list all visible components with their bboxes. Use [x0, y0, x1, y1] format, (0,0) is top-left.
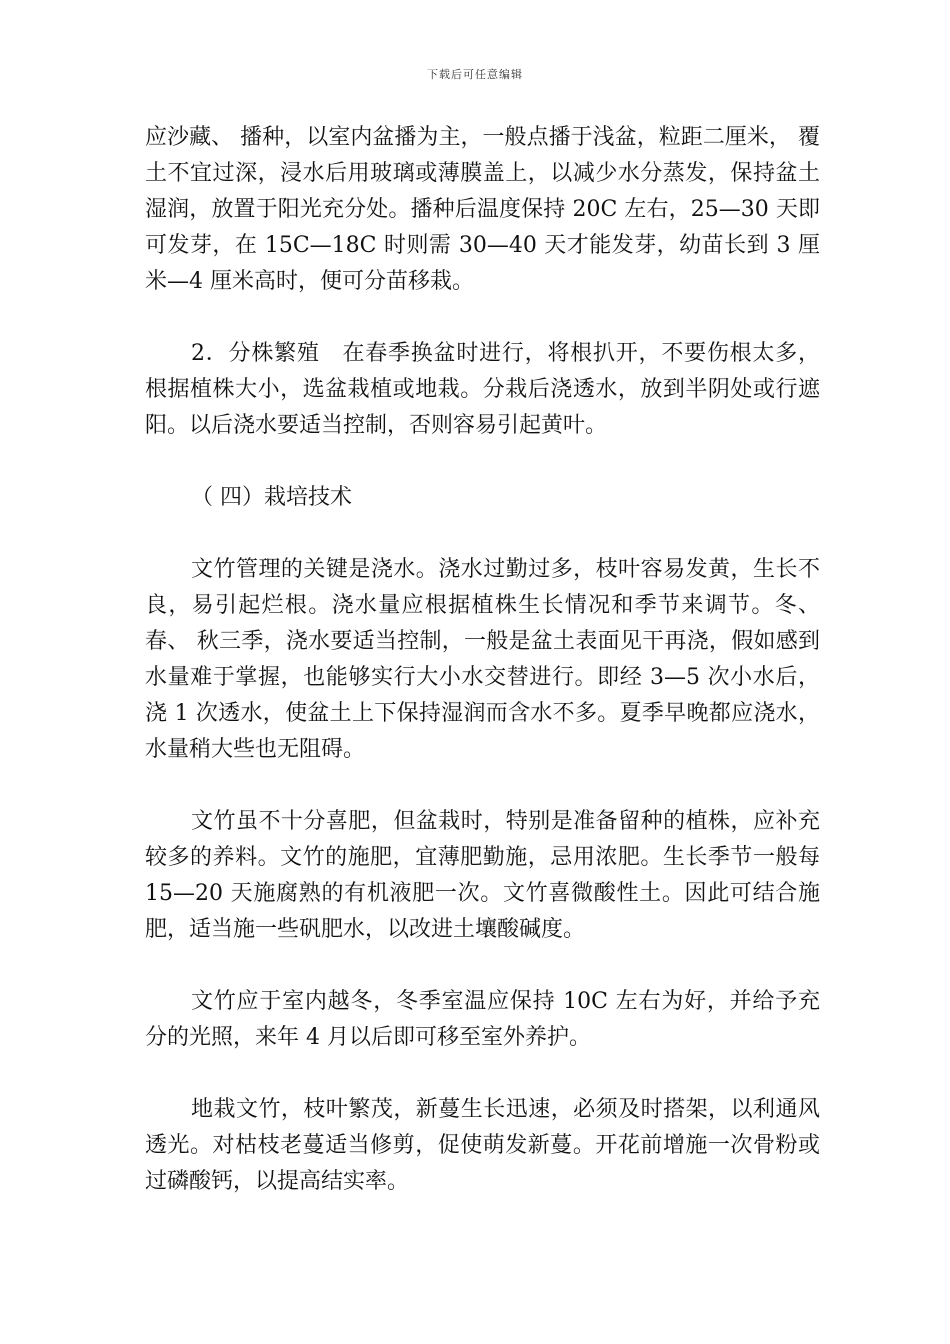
paragraph-overwintering: 文竹应于室内越冬，冬季室温应保持 10C 左右为好，并给予充分的光照，来年 4 月以后即可移至室外养护。 — [145, 989, 820, 1050]
paragraph-ground-planting: 地栽文竹，枝叶繁茂，新蔓生长迅速，必须及时搭架，以利通风透光。对枯枝老蔓适当修剪，促使萌发新蔓。开花前增施一次骨粉或过磷酸钙，以提高结实率。 — [145, 1097, 820, 1194]
section-title-cultivation: （ 四）栽培技术 — [191, 485, 352, 510]
document-body — [145, 120, 820, 1236]
paragraph-watering: 文竹管理的关键是浇水。浇水过勤过多，枝叶容易发黄，生长不良，易引起烂根。浇水量应根据植株生长情况和季节来调节。冬、 春、 秋三季，浇水要适当控制，一般是盆土表面见干再浇，假如感到水量难于掌握，也能够实行大小水交替进行。即经 3—5 次小水后，浇 1 次透水，使盆土上下保持湿润而含水不多。夏季早晚都应浇水，水量稍大些也无阻碍。 — [145, 557, 820, 762]
paragraph-fertilizing: 文竹虽不十分喜肥，但盆栽时，特别是准备留种的植株，应补充较多的养料。文竹的施肥，宜薄肥勤施，忌用浓肥。生长季节一般每 15—20 天施腐熟的有机液肥一次。文竹喜微酸性土。因此可结合施肥，适当施一些矾肥水，以改进土壤酸碱度。 — [145, 809, 820, 942]
page-header: 下载后可任意编辑 — [427, 68, 523, 81]
paragraph-division-propagation: 2．分株繁殖 在春季换盆时进行，将根扒开，不要伤根太多，根据植株大小，选盆栽植或地栽。分栽后浇透水，放到半阴处或行遮阳。以后浇水要适当控制，否则容易引起黄叶。 — [145, 341, 820, 438]
paragraph-sowing: 应沙藏、 播种，以室内盆播为主，一般点播于浅盆，粒距二厘米， 覆土不宜过深，浸水后用玻璃或薄膜盖上，以减少水分蒸发，保持盆土湿润，放置于阳光充分处。播种后温度保持 20C 左右，25—30 天即可发芽，在 15C—18C 时则需 30—40 天才能发芽，幼苗长到 3 厘米—4 厘米高时，便可分苗移栽。 — [145, 125, 820, 294]
